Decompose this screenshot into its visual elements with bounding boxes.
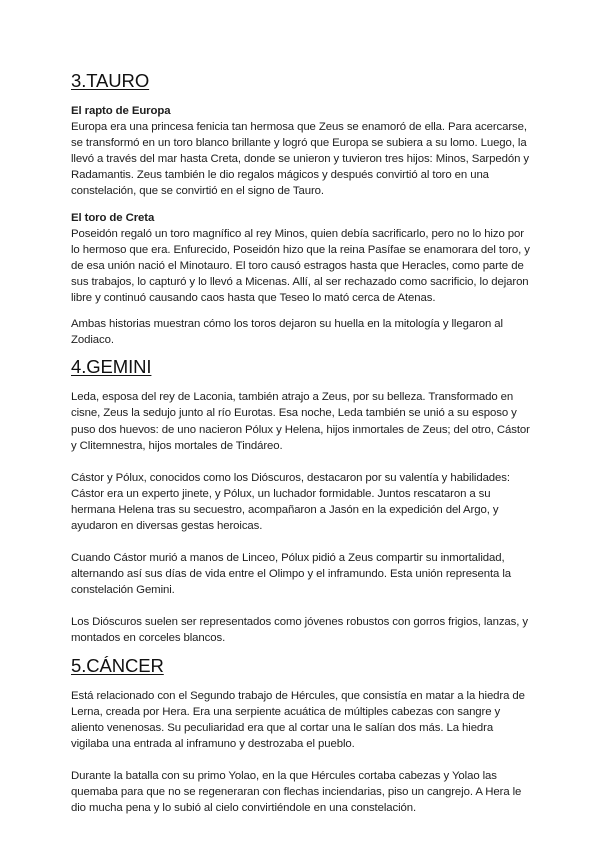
- section-title: 5.CÁNCER: [71, 654, 164, 676]
- paragraph: Europa era una princesa fenicia tan hermosa que Zeus se enamoró de ella. Para acercarse, se transformó en un toro blanco brillante y logró que Europa se subiera a su lomo. Luego, la llevó a través del mar hasta Creta, donde se unieron y tuvieron tres hijos: Minos, Sarpedón y Radamantis. Zeus también le dio regalos mágicos y después convirtió al toro en una constelación, que se convirtió en el signo de Tauro.: [71, 121, 529, 198]
- paragraph: Los Dióscuros suelen ser representados como jóvenes robustos con gorros frigios, lanzas, y montados en corceles blancos.: [71, 616, 528, 645]
- paragraph: Durante la batalla con su primo Yolao, en la que Hércules cortaba cabezas y Yolao las quemaba para que no se regeneraran con flechas inciendarias, piso un cangrejo. A Hera le dio mucha pena y lo subió al cielo convirtiéndole en una constelación.: [71, 769, 522, 815]
- section-title: 3.TAURO: [71, 70, 150, 91]
- section-cancer: [71, 655, 531, 817]
- section-title: 4.GEMINI: [71, 356, 152, 378]
- subsection-title: El toro de Creta: [71, 211, 155, 224]
- subsection-title: El rapto de Europa: [71, 105, 171, 117]
- paragraph: Está relacionado con el Segundo trabajo de Hércules, que consistía en matar a la hiedra de Lerna, creada por Hera. Era una serpiente acuática de múltiples cabezas con sangre y aliento venenosas. Su peculiaridad era que al cortar una le salían dos más. La hiedra vigilaba una entrada al inframuno y destrozaba el pueblo.: [71, 689, 525, 750]
- document-page: [71, 70, 531, 832]
- paragraph: Leda, esposa del rey de Laconia, también atrajo a Zeus, por su belleza. Transformado en cisne, Zeus la sedujo junto al río Eurotas. Esa noche, Leda también se unió a su esposo y puso dos huevos: de uno nacieron Pólux y Helena, hijos inmortales de Zeus; del otro, Cástor y Clitemnestra, hijos mortales de Tindáreo.: [71, 391, 530, 452]
- subsection-toro-de-creta: [71, 210, 531, 307]
- section-tauro: [71, 70, 531, 348]
- paragraph: Poseidón regaló un toro magnífico al rey Minos, quien debía sacrificarlo, pero no lo hizo por lo hermoso que era. Enfurecido, Poseidón hizo que la reina Pasífae se enamorara del toro, y de esa unión nació el Minotauro. El toro causó estragos hasta que Heracles, como parte de sus trabajos, lo capturó y lo llevó a Micenas. Allí, al ser rechazado como sacrificio, lo dejaron libre y continuó causando caos hasta que Teseo lo mató cerca de Atenas.: [71, 227, 530, 305]
- paragraph: Ambas historias muestran cómo los toros dejaron su huella en la mitología y llegaron al Zodiaco.: [71, 318, 503, 347]
- subsection-rapto-de-europa: [71, 103, 531, 200]
- paragraph: Cástor y Pólux, conocidos como los Dióscuros, destacaron por su valentía y habilidades: Cástor era un experto jinete, y Pólux, un luchador formidable. Juntos rescataron a su hermana Helena tras su secuestro, acompañaron a Jasón en la expedición del Argo, y ayudaron en diversas gestas heroicas.: [71, 471, 510, 532]
- paragraph: Cuando Cástor murió a manos de Linceo, Pólux pidió a Zeus compartir su inmortalidad, alternando así sus días de vida entre el Olimpo y el inframundo. Esta unión representa la constelación Gemini.: [71, 552, 512, 597]
- section-gemini: [71, 356, 531, 646]
